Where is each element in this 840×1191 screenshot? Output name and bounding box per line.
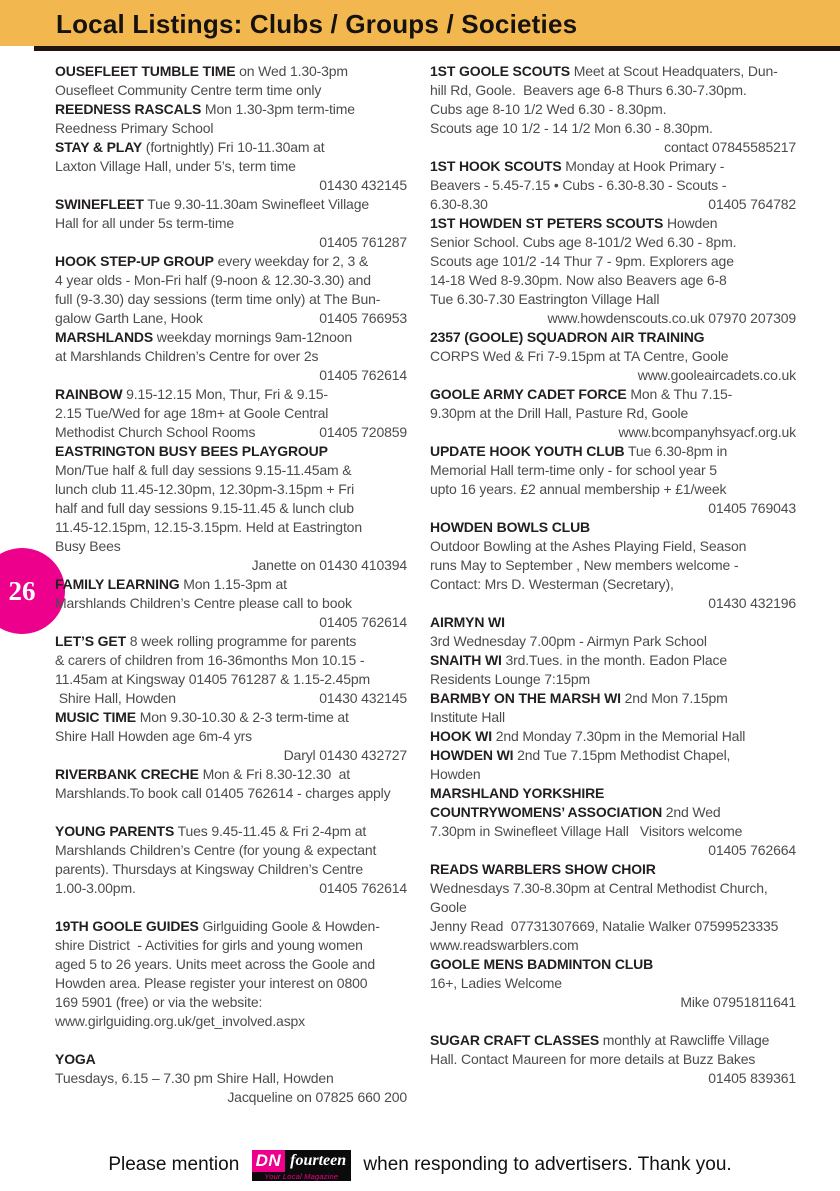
listing-line: AIRMYN WI	[430, 614, 505, 630]
column-left	[55, 62, 407, 1107]
listing-line: READS WARBLERS SHOW CHOIR	[430, 861, 656, 877]
listing-line: STAY & PLAY (fortnightly) Fri 10-11.30am at	[55, 139, 325, 155]
listing-line: aged 5 to 26 years. Units meet across the Goole and	[55, 956, 375, 972]
header-shadow-rule	[34, 46, 840, 51]
listing-line: Busy Bees	[55, 538, 121, 554]
listing-line: Contact: Mrs D. Westerman (Secretary),	[430, 576, 674, 592]
listing-line: SUGAR CRAFT CLASSES monthly at Rawcliffe Village	[430, 1032, 770, 1048]
listing-line: www.readswarblers.com	[430, 937, 579, 953]
footer-prefix: Please mention	[108, 1154, 245, 1175]
listing-line: 2357 (GOOLE) SQUADRON AIR TRAINING	[430, 329, 705, 345]
listing-line: www.bcompanyhsyacf.org.uk	[618, 424, 796, 440]
listing-line: HOOK STEP-UP GROUP every weekday for 2, 3 &	[55, 253, 369, 269]
footer	[0, 1143, 840, 1187]
logo-tagline: Your Local Magazine	[252, 1172, 352, 1181]
listing-line: & carers of children from 16-36months Mon 10.15 -	[55, 652, 365, 668]
logo-fourteen-text: fourteen	[285, 1150, 351, 1172]
listing-line: Shire Hall, Howden 01430 432145	[55, 690, 407, 706]
listing-line: Memorial Hall term-time only - for school year 5	[430, 462, 717, 478]
dn-fourteen-logo	[252, 1150, 352, 1181]
listing-line: 14-18 Wed 8-9.30pm. Now also Beavers age 6-8	[430, 272, 727, 288]
listing-line: 01405 762614	[319, 614, 407, 630]
listing-line: 6.30-8.30 01405 764782	[430, 196, 796, 212]
listing-line: 3rd Wednesday 7.00pm - Airmyn Park School	[430, 633, 707, 649]
listing-line	[55, 1031, 407, 1050]
listing-line	[430, 1012, 796, 1031]
listing-line: CORPS Wed & Fri 7-9.15pm at TA Centre, Goole	[430, 348, 729, 364]
listing-line: RAINBOW 9.15-12.15 Mon, Thur, Fri & 9.15-	[55, 386, 328, 402]
listing-line: YOUNG PARENTS Tues 9.45-11.45 & Fri 2-4pm at	[55, 823, 367, 839]
listing-line: Hall. Contact Maureen for more details at Buzz Bakes	[430, 1051, 756, 1067]
listing-line: Ousefleet Community Centre term time only	[55, 82, 322, 98]
listing-line: 01405 761287	[319, 234, 407, 250]
listing-line: YOGA	[55, 1051, 96, 1067]
listing-line: Howden	[430, 766, 481, 782]
listing-line: FAMILY LEARNING Mon 1.15-3pm at	[55, 576, 287, 592]
listing-line: SNAITH WI 3rd.Tues. in the month. Eadon Place	[430, 652, 727, 668]
listing-line: Jenny Read 07731307669, Natalie Walker 07599523335	[430, 918, 779, 934]
listing-line: half and full day sessions 9.15-11.45 & lunch club	[55, 500, 354, 516]
listing-line: shire District - Activities for girls and young women	[55, 937, 363, 953]
listing-line: 7.30pm in Swinefleet Village Hall Visitors welcome	[430, 823, 743, 839]
listing-line: 01405 769043	[708, 500, 796, 516]
listing-line: OUSEFLEET TUMBLE TIME on Wed 1.30-3pm	[55, 63, 348, 79]
listings-area	[55, 62, 796, 1107]
listing-line: SWINEFLEET Tue 9.30-11.30am Swinefleet Village	[55, 196, 369, 212]
listing-line: Jacqueline on 07825 660 200	[227, 1089, 407, 1105]
listing-line: HOOK WI 2nd Monday 7.30pm in the Memorial Hall	[430, 728, 746, 744]
listing-line: UPDATE HOOK YOUTH CLUB Tue 6.30-8pm in	[430, 443, 728, 459]
listing-line: Hall for all under 5s term-time	[55, 215, 234, 231]
listing-line: 01430 432145	[319, 177, 407, 193]
listing-line: 9.30pm at the Drill Hall, Pasture Rd, Goole	[430, 405, 689, 421]
listing-line: 1ST HOWDEN ST PETERS SCOUTS Howden	[430, 215, 718, 231]
listing-line: full (9-3.30) day sessions (term time only) at The Bun-	[55, 291, 381, 307]
page-number: 26	[8, 575, 36, 606]
listing-line: HOWDEN WI 2nd Tue 7.15pm Methodist Chapel,	[430, 747, 731, 763]
logo-dn-text: DN	[252, 1150, 286, 1172]
listing-line: upto 16 years. £2 annual membership + £1/week	[430, 481, 727, 497]
footer-suffix: when responding to advertisers. Thank you.	[358, 1154, 732, 1175]
listing-line: Scouts age 10 1/2 - 14 1/2 Mon 6.30 - 8.30pm.	[430, 120, 713, 136]
listing-line: 01405 762614	[319, 367, 407, 383]
listing-line: REEDNESS RASCALS Mon 1.30-3pm term-time	[55, 101, 355, 117]
listing-line: Senior School. Cubs age 8-101/2 Wed 6.30 - 8pm.	[430, 234, 737, 250]
listing-line: Marshlands Children’s Centre please call to book	[55, 595, 352, 611]
listing-line: Residents Lounge 7:15pm	[430, 671, 590, 687]
listing-line: Mon/Tue half & full day sessions 9.15-11.45am &	[55, 462, 352, 478]
listing-line: 4 year olds - Mon-Fri half (9-noon & 12.30-3.30) and	[55, 272, 371, 288]
listing-line: MARSHLANDS weekday mornings 9am-12noon	[55, 329, 352, 345]
listing-line: Marshlands.To book call 01405 762614 - charges apply	[55, 785, 391, 801]
listing-line: 169 5901 (free) or via the website:	[55, 994, 263, 1010]
listing-line: lunch club 11.45-12.30pm, 12.30pm-3.15pm + Fri	[55, 481, 355, 497]
listing-line: 01405 762664	[708, 842, 796, 858]
listing-line: Wednesdays 7.30-8.30pm at Central Methodist Church,	[430, 880, 768, 896]
listing-line: MARSHLAND YORKSHIRE	[430, 785, 605, 801]
listing-line: 11.45am at Kingsway 01405 761287 & 1.15-2.45pm	[55, 671, 371, 687]
column-right	[430, 62, 796, 1107]
listing-line: Beavers - 5.45-7.15 • Cubs - 6.30-8.30 - Scouts -	[430, 177, 727, 193]
listing-line: Outdoor Bowling at the Ashes Playing Field, Season	[430, 538, 747, 554]
listing-line: GOOLE MENS BADMINTON CLUB	[430, 956, 654, 972]
listing-line: 11.45-12.15pm, 12.15-3.15pm. Held at Eastrington	[55, 519, 362, 535]
listing-line: www.girlguiding.org.uk/get_involved.aspx	[55, 1013, 306, 1029]
header-band	[0, 0, 840, 46]
listing-line: Tuesdays, 6.15 – 7.30 pm Shire Hall, Howden	[55, 1070, 334, 1086]
listing-line: 1ST GOOLE SCOUTS Meet at Scout Headquaters, Dun-	[430, 63, 778, 79]
listing-line: LET’S GET 8 week rolling programme for parents	[55, 633, 357, 649]
listing-line: 2.15 Tue/Wed for age 18m+ at Goole Central	[55, 405, 329, 421]
listing-line: www.howdenscouts.co.uk 07970 207309	[547, 310, 796, 326]
listing-line: hill Rd, Goole. Beavers age 6-8 Thurs 6.30-7.30pm.	[430, 82, 747, 98]
listing-line: BARMBY ON THE MARSH WI 2nd Mon 7.15pm	[430, 690, 728, 706]
listing-line: Institute Hall	[430, 709, 505, 725]
listing-line: 16+, Ladies Welcome	[430, 975, 562, 991]
listing-line: 01430 432196	[708, 595, 796, 611]
listing-line	[55, 898, 407, 917]
listing-line: Tue 6.30-7.30 Eastrington Village Hall	[430, 291, 660, 307]
listing-line: Goole	[430, 899, 467, 915]
listing-line: www.gooleaircadets.co.uk	[637, 367, 796, 383]
listing-line: at Marshlands Children’s Centre for over 2s	[55, 348, 319, 364]
listing-line: Howden area. Please register your interest on 0800	[55, 975, 368, 991]
listing-line: HOWDEN BOWLS CLUB	[430, 519, 590, 535]
listing-line: 1.00-3.00pm. 01405 762614	[55, 880, 407, 896]
listing-line: 01405 839361	[708, 1070, 796, 1086]
listing-line: Janette on 01430 410394	[251, 557, 407, 573]
listing-line: Methodist Church School Rooms 01405 720859	[55, 424, 407, 440]
listing-line: GOOLE ARMY CADET FORCE Mon & Thu 7.15-	[430, 386, 733, 402]
listing-line: galow Garth Lane, Hook 01405 766953	[55, 310, 407, 326]
listing-line	[55, 803, 407, 822]
listing-line: runs May to September , New members welcome -	[430, 557, 739, 573]
listing-line: Marshlands Children’s Centre (for young & expectant	[55, 842, 377, 858]
listing-line: Scouts age 101/2 -14 Thur 7 - 9pm. Explorers age	[430, 253, 734, 269]
listing-line: 19TH GOOLE GUIDES Girlguiding Goole & Howden-	[55, 918, 380, 934]
listing-line: Cubs age 8-10 1/2 Wed 6.30 - 8.30pm.	[430, 101, 667, 117]
listing-line: COUNTRYWOMENS’ ASSOCIATION 2nd Wed	[430, 804, 721, 820]
listing-line: EASTRINGTON BUSY BEES PLAYGROUP	[55, 443, 328, 459]
listing-line: contact 07845585217	[664, 139, 796, 155]
listing-line: MUSIC TIME Mon 9.30-10.30 & 2-3 term-time at	[55, 709, 349, 725]
listing-line: Daryl 01430 432727	[283, 747, 407, 763]
listing-line: Laxton Village Hall, under 5’s, term time	[55, 158, 296, 174]
listing-line: 1ST HOOK SCOUTS Monday at Hook Primary -	[430, 158, 725, 174]
page-title: Local Listings: Clubs / Groups / Societies	[56, 9, 578, 39]
listing-line: Shire Hall Howden age 6m-4 yrs	[55, 728, 253, 744]
listing-line: RIVERBANK CRECHE Mon & Fri 8.30-12.30 at	[55, 766, 350, 782]
listing-line: Reedness Primary School	[55, 120, 214, 136]
listing-line: parents). Thursdays at Kingsway Children’s Centre	[55, 861, 364, 877]
listing-line: Mike 07951811641	[680, 994, 796, 1010]
